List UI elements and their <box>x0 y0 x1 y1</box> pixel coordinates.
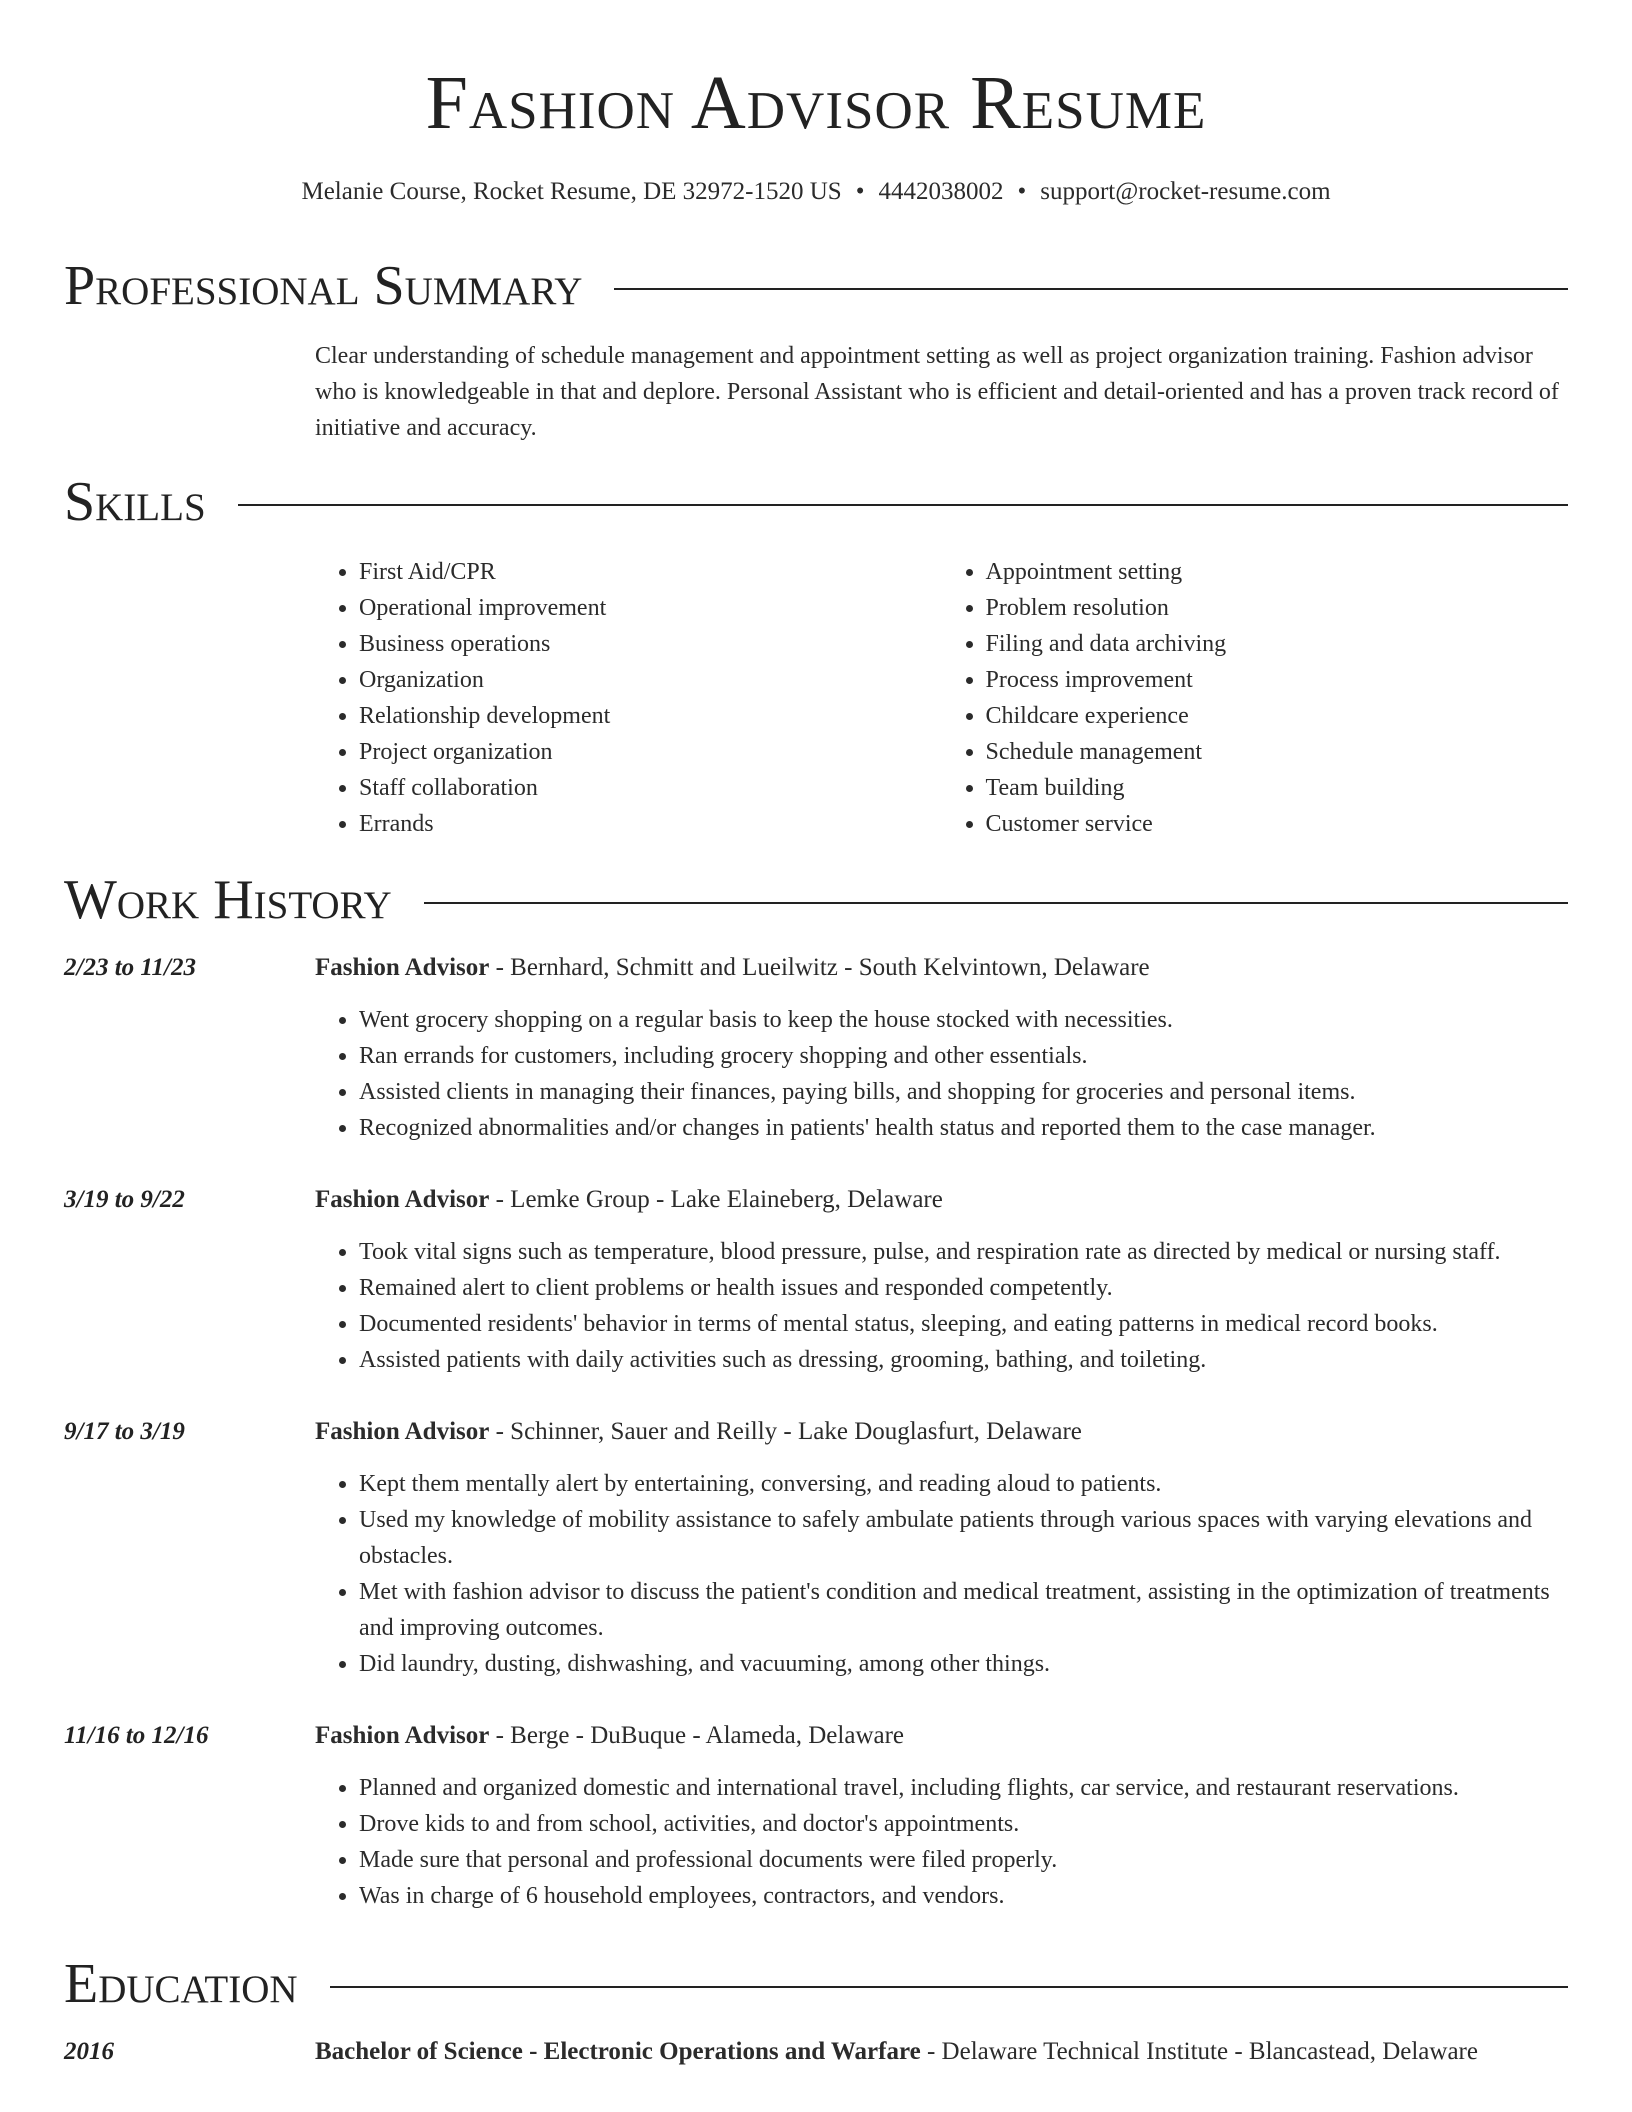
section-title: Professional Summary <box>64 255 583 317</box>
job-bullet: • Planned and organized domestic and international travel, including flights, car service, and restaurant reservations. <box>359 1770 1568 1806</box>
skill-item: • Filing and data archiving <box>986 626 1569 662</box>
job-entry <box>315 1182 1568 1378</box>
job-header <box>315 1718 1568 1754</box>
job-employer: - Lemke Group - Lake Elaineberg, Delaware <box>489 1186 943 1213</box>
job-employer: - Schinner, Sauer and Reilly - Lake Douglasfurt, Delaware <box>489 1418 1082 1445</box>
skill-item: • Relationship development <box>359 698 942 734</box>
skill-item: • Operational improvement <box>359 590 942 626</box>
job-dates: 9/17 to 3/19 <box>64 1418 185 1445</box>
job-bullet: • Recognized abnormalities and/or changes in patients' health status and reported them to the case manager. <box>359 1110 1568 1146</box>
resume-title: Fashion Advisor Resume <box>425 61 1207 145</box>
job-dates: 11/16 to 12/16 <box>64 1722 209 1749</box>
job-header <box>315 1414 1568 1450</box>
job-bullet: • Took vital signs such as temperature, blood pressure, pulse, and respiration rate as directed by medical or nursing staff. <box>359 1234 1568 1270</box>
section-skills-heading <box>64 470 1568 534</box>
job-bullet: • Did laundry, dusting, dishwashing, and vacuuming, among other things. <box>359 1646 1568 1682</box>
job-header <box>315 950 1568 986</box>
job-header <box>315 1182 1568 1218</box>
education-degree: Bachelor of Science - Electronic Operations and Warfare <box>315 2038 921 2065</box>
job-bullet: • Kept them mentally alert by entertaining, conversing, and reading aloud to patients. <box>359 1466 1568 1502</box>
skill-item: • Organization <box>359 662 942 698</box>
job-dates: 2/23 to 11/23 <box>64 954 196 981</box>
skill-item: • Staff collaboration <box>359 770 942 806</box>
section-summary-heading <box>64 254 1568 318</box>
contact-phone: 4442038002 <box>878 178 1004 205</box>
section-work-heading <box>64 868 1568 932</box>
job-bullet: • Assisted patients with daily activities such as dressing, grooming, bathing, and toileting. <box>359 1342 1568 1378</box>
job-bullet: • Met with fashion advisor to discuss the patient's condition and medical treatment, assisting in the optimization of treatments and improving outcomes. <box>359 1574 1568 1646</box>
summary-text: Clear understanding of schedule management and appointment setting as well as project organization training. Fashion advisor who is knowledgeable in that and deplore. Personal Assistant who is efficient and detail-oriented and has a proven track record of initiative and accuracy. <box>315 343 1559 441</box>
skills-column-right <box>942 554 1569 842</box>
job-employer: - Bernhard, Schmitt and Lueilwitz - South Kelvintown, Delaware <box>489 954 1150 981</box>
contact-address: Melanie Course, Rocket Resume, DE 32972-1520 US <box>301 178 842 205</box>
job-bullet: • Was in charge of 6 household employees, contractors, and vendors. <box>359 1878 1568 1914</box>
section-title: Education <box>64 1953 298 2015</box>
skill-item: • Errands <box>359 806 942 842</box>
contact-separator: • <box>855 178 865 205</box>
job-employer: - Berge - DuBuque - Alameda, Delaware <box>489 1722 905 1749</box>
job-bullets <box>315 1466 1568 1682</box>
section-divider <box>330 1986 1568 1988</box>
job-bullets <box>315 1234 1568 1378</box>
skill-item: • Problem resolution <box>986 590 1569 626</box>
section-title: Work History <box>64 869 392 931</box>
job-entry <box>315 1414 1568 1682</box>
job-bullet: • Remained alert to client problems or health issues and responded competently. <box>359 1270 1568 1306</box>
job-dates: 3/19 to 9/22 <box>64 1186 185 1213</box>
job-title: Fashion Advisor <box>315 1186 490 1213</box>
skill-item: • Appointment setting <box>986 554 1569 590</box>
job-bullets <box>315 1770 1568 1914</box>
contact-line <box>64 176 1568 208</box>
job-bullet: • Documented residents' behavior in terms of mental status, sleeping, and eating patterns in medical record books. <box>359 1306 1568 1342</box>
job-bullet: • Went grocery shopping on a regular basis to keep the house stocked with necessities. <box>359 1002 1568 1038</box>
job-title: Fashion Advisor <box>315 1722 490 1749</box>
skills-column-left <box>315 554 942 842</box>
job-bullet: • Ran errands for customers, including grocery shopping and other essentials. <box>359 1038 1568 1074</box>
skill-item: • Process improvement <box>986 662 1569 698</box>
section-divider <box>424 902 1568 904</box>
summary-block <box>315 338 1568 446</box>
contact-separator: • <box>1017 178 1027 205</box>
job-title: Fashion Advisor <box>315 954 490 981</box>
skill-item: • Customer service <box>986 806 1569 842</box>
job-entry <box>315 950 1568 1146</box>
education-line <box>315 2034 1568 2070</box>
skill-item: • Schedule management <box>986 734 1569 770</box>
contact-email: support@rocket-resume.com <box>1040 178 1331 205</box>
job-bullets <box>315 1002 1568 1146</box>
skill-item: • Childcare experience <box>986 698 1569 734</box>
job-title: Fashion Advisor <box>315 1418 490 1445</box>
skills-list <box>315 554 1568 842</box>
job-bullet: • Drove kids to and from school, activities, and doctor's appointments. <box>359 1806 1568 1842</box>
section-divider <box>614 288 1568 290</box>
education-school: - Delaware Technical Institute - Blancastead, Delaware <box>920 2038 1478 2065</box>
job-entry <box>315 1718 1568 1914</box>
skill-item: • Team building <box>986 770 1569 806</box>
education-year: 2016 <box>64 2038 114 2065</box>
job-bullet: • Assisted clients in managing their finances, paying bills, and shopping for groceries and personal items. <box>359 1074 1568 1110</box>
skill-item: • Project organization <box>359 734 942 770</box>
job-bullet: • Used my knowledge of mobility assistance to safely ambulate patients through various spaces with varying elevations and obstacles. <box>359 1502 1568 1574</box>
section-title: Skills <box>64 471 206 533</box>
skill-item: • Business operations <box>359 626 942 662</box>
skill-item: • First Aid/CPR <box>359 554 942 590</box>
education-entry <box>315 2034 1568 2086</box>
job-bullet: • Made sure that personal and professional documents were filed properly. <box>359 1842 1568 1878</box>
section-education-heading <box>64 1952 1568 2016</box>
section-divider <box>238 504 1568 506</box>
